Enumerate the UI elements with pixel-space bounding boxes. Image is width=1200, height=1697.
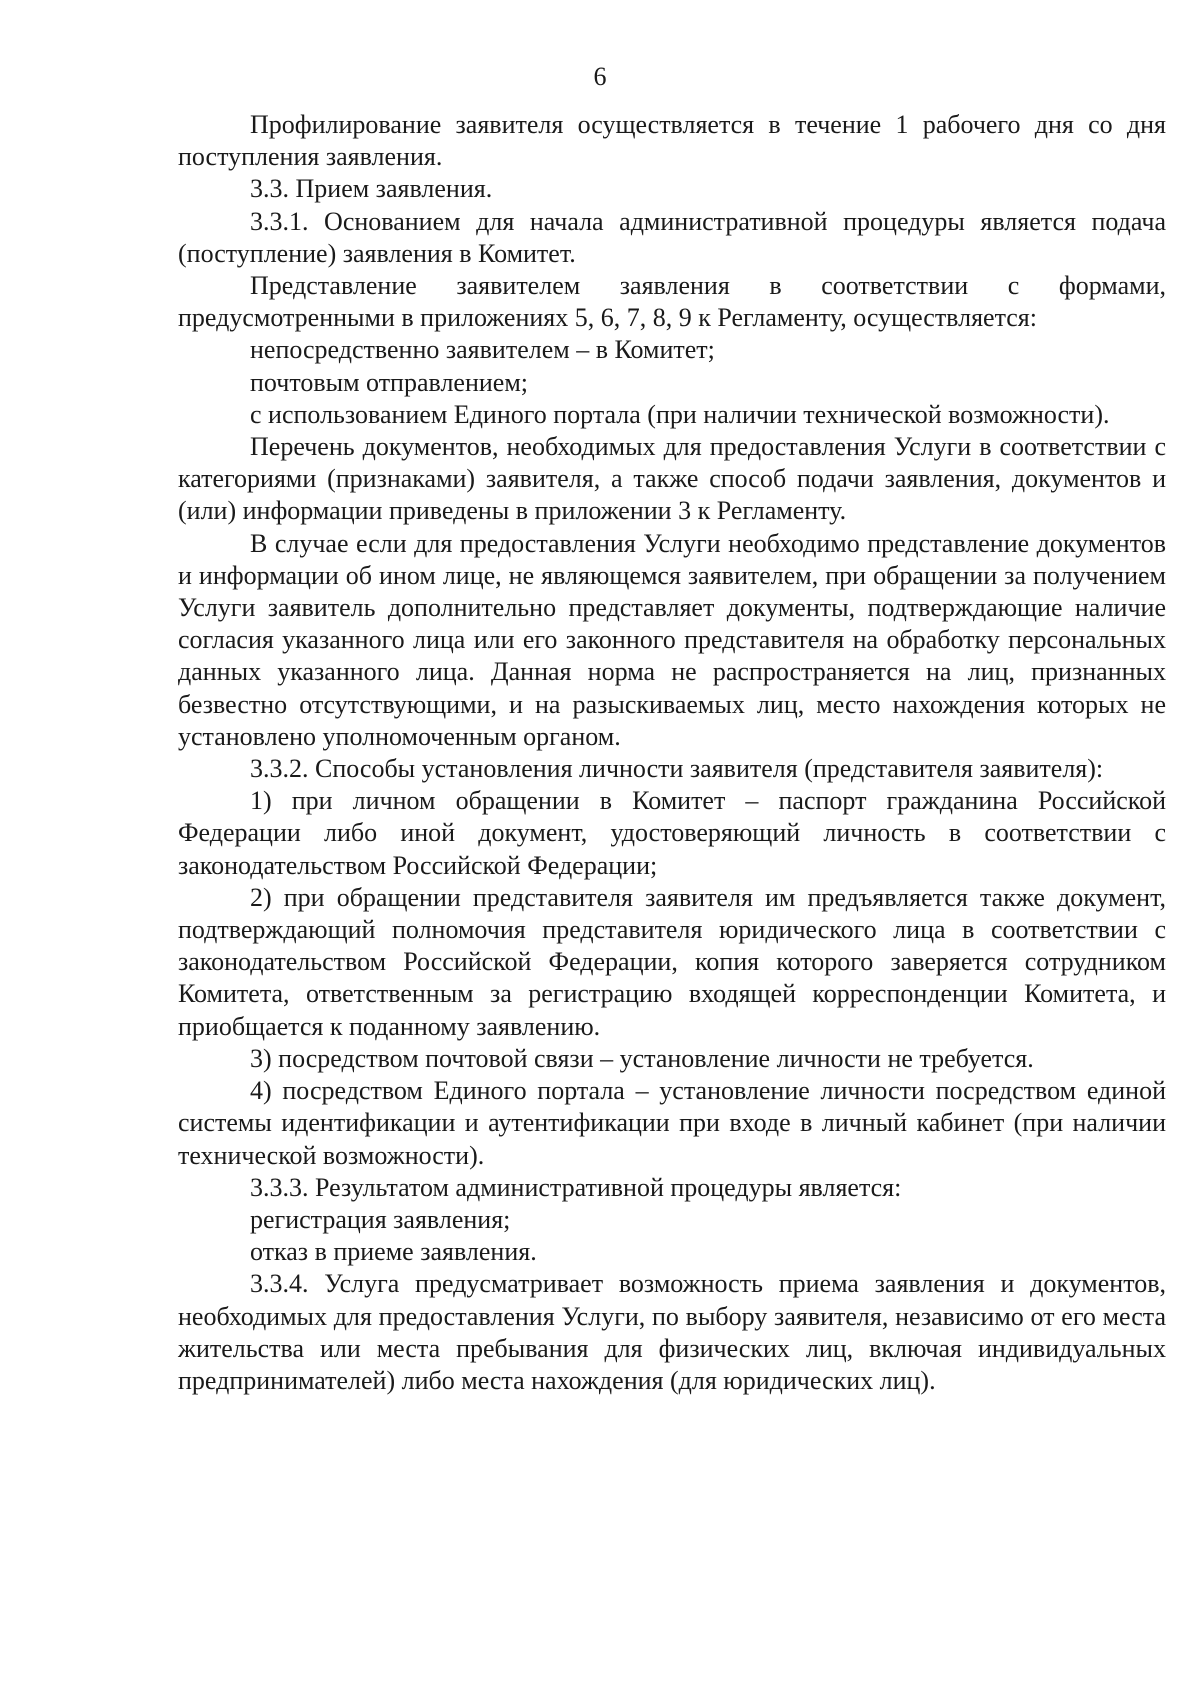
paragraph-3-3-3: 3.3.3. Результатом административной процедуры является: xyxy=(250,1172,902,1202)
paragraph-3-3-4: 3.3.4. Услуга предусматривает возможность приема заявления и документов, необходимых для предоставления Услуги, по выбору заявителя, независимо от его места жительства или места пребывания для физических лиц, включая индивидуальных предпринимателей) либо места нахождения (для юридических лиц). xyxy=(178,1269,1166,1395)
list-item-4-portal: 4) посредством Единого портала – установление личности посредством единой системы идентификации и аутентификации при входе в личный кабинет (при наличии технической возможности). xyxy=(178,1076,1166,1170)
paragraph-submission-forms: Представление заявителем заявления в соответствии с формами, предусмотренными в приложениях 5, 6, 7, 8, 9 к Регламенту, осуществляется: xyxy=(178,271,1166,333)
list-item-2-representative: 2) при обращении представителя заявителя им предъявляется также документ, подтверждающий полномочия представителя юридического лица в соответствии с законодательством Российской Федерации, копия которого заверяется сотрудником Комитета, ответственным за регистрацию входящей корреспонденции Комитета, и приобщается к поданному заявлению. xyxy=(178,882,1166,1041)
paragraph-3-3-2: 3.3.2. Способы установления личности заявителя (представителя заявителя): xyxy=(250,754,1104,784)
document-body xyxy=(178,109,1166,1397)
paragraph-other-person: В случае если для предоставления Услуги необходимо представление документов и информации об ином лице, не являющемся заявителем, при обращении за получением Услуги заявитель дополнительно представляет документы, подтверждающие наличие согласия указанного лица или его законного представителя на обработку персональных данных указанного лица. Данная норма не распространяется на лиц, признанных безвестно отсутствующими, и на разыскиваемых лиц, место нахождения которых не установлено уполномоченным органом. xyxy=(178,528,1166,751)
page-number: 6 xyxy=(593,62,607,91)
list-item-refusal: отказ в приеме заявления. xyxy=(250,1237,537,1267)
section-heading-3-3: 3.3. Прием заявления. xyxy=(250,174,493,204)
list-item-in-person: непосредственно заявителем – в Комитет; xyxy=(250,335,715,365)
paragraph-profiling: Профилирование заявителя осуществляется в течение 1 рабочего дня со дня поступления заявления. xyxy=(178,110,1166,172)
list-item-3-postal: 3) посредством почтовой связи – установление личности не требуется. xyxy=(250,1043,1034,1073)
paragraph-3-3-1: 3.3.1. Основанием для начала административной процедуры является подача (поступление) заявления в Комитет. xyxy=(178,206,1166,268)
list-item-1-personal-visit: 1) при личном обращении в Комитет – паспорт гражданина Российской Федерации либо иной документ, удостоверяющий личность в соответствии с законодательством Российской Федерации; xyxy=(178,786,1166,880)
list-item-by-mail: почтовым отправлением; xyxy=(250,367,529,397)
list-item-unified-portal: с использованием Единого портала (при наличии технической возможности). xyxy=(250,399,1110,429)
paragraph-documents-list: Перечень документов, необходимых для предоставления Услуги в соответствии с категориями (признаками) заявителя, а также способ подачи заявления, документов и (или) информации приведены в приложении 3 к Регламенту. xyxy=(178,432,1166,526)
list-item-registration: регистрация заявления; xyxy=(250,1204,511,1234)
